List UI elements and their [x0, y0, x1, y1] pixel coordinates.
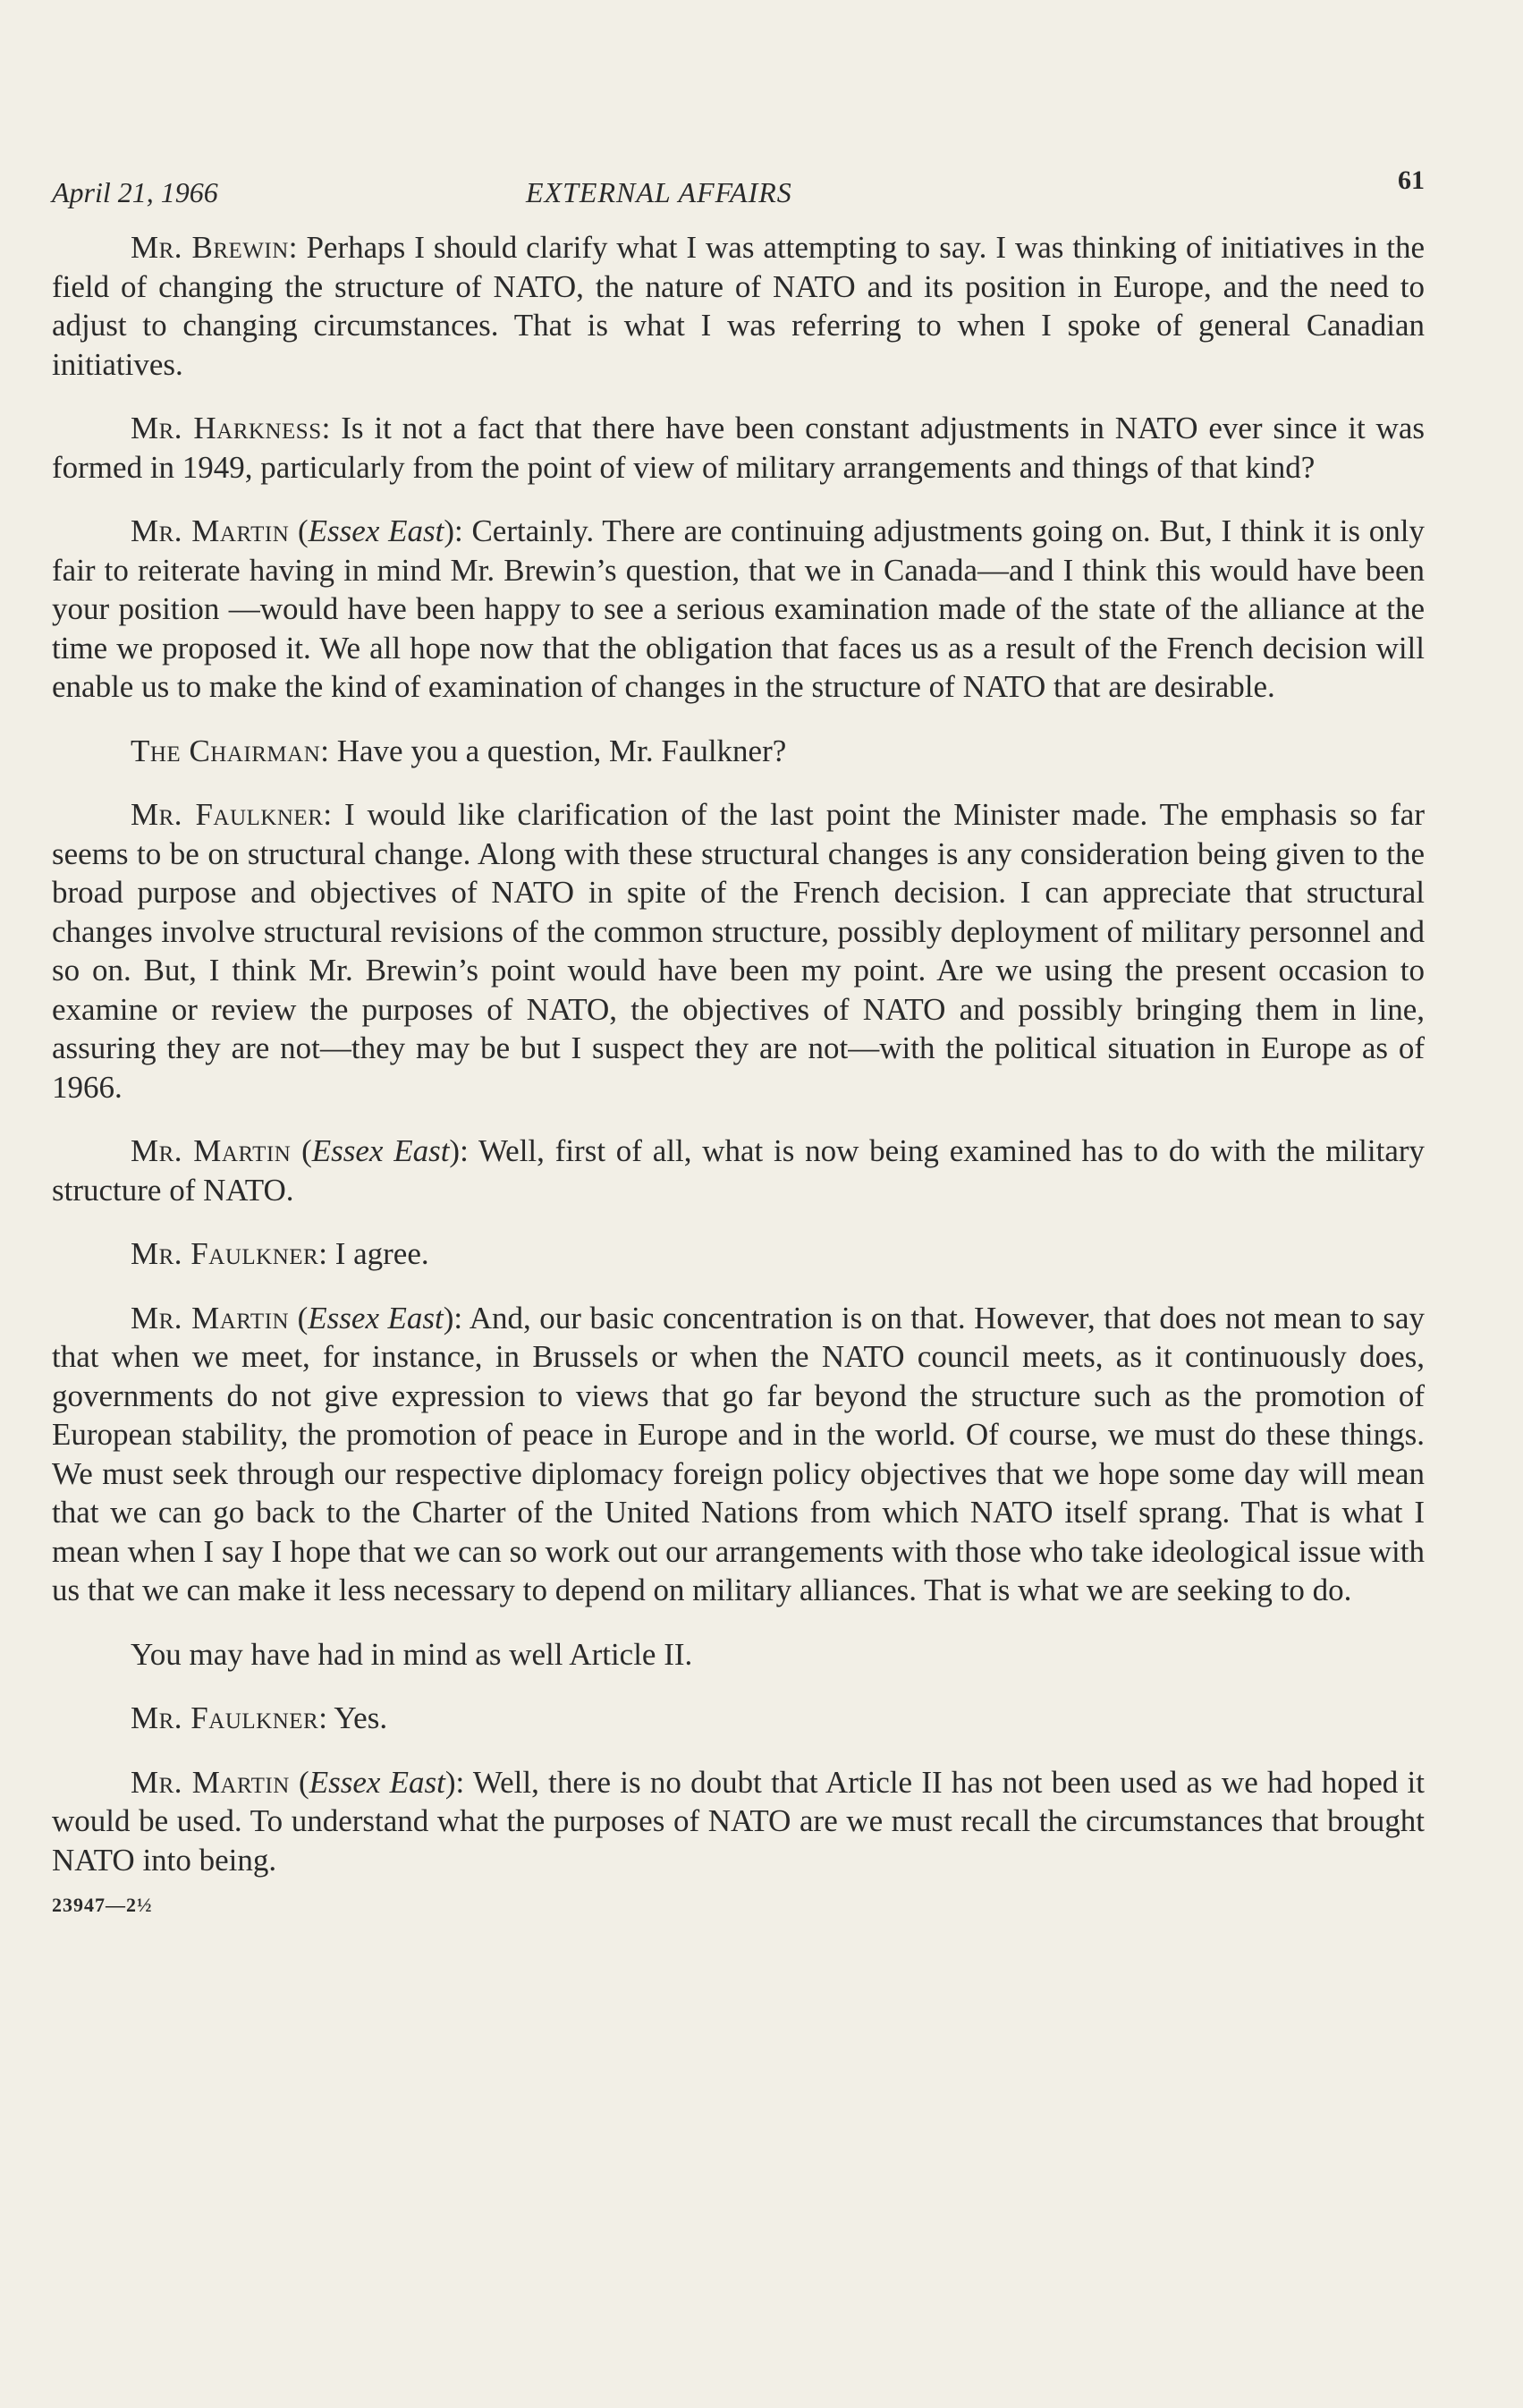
paragraph-text: I would like clarification of the last point the Minister made. The emphasis so far seems to be on structural change. Along with these structural changes is any consideration being given to the broad purpose and objectives of NATO in spite of the French decision. I can appreciate that structural changes involve structural revisions of the common structure, possibly deployment of military personnel and so on. But, I think Mr. Brewin’s point would have been my point. Are we using the present occasion to examine or review the purposes of NATO, the objectives of NATO and possibly bringing them in line, assuring they are not—they may be but I suspect they are not—with the political situation in Europe as of 1966.: [52, 797, 1425, 1105]
body-text: [52, 228, 1425, 1879]
paragraph: Mr. Martin (Essex East): And, our basic concentration is on that. However, that does not mean to say that when we meet, for instance, in Brussels or when the NATO council meets, as it continuously does, governments do not give expression to views that go far beyond the structure such as the promotion of European stability, the promotion of peace in Europe and in the world. Of course, we must do these things. We must seek through our respective diplomacy foreign policy objectives that we hope some day will mean that we can go back to the Charter of the United Nations from which NATO itself sprang. That is what I mean when I say I hope that we can so work out our arrangements with those who take ideological issue with us that we can make it less necessary to depend on military alliances. That is what we are seeking to do.: [52, 1300, 1426, 1607]
speaker-name: Mr. Harkness: [131, 411, 322, 445]
paragraph-text: I agree.: [334, 1236, 429, 1271]
paragraph-text: Well, first of all, what is now being examined has to do with the military structure of NATO.: [52, 1133, 1426, 1208]
paragraph: Mr. Faulkner: I would like clarification of the last point the Minister made. The emphasis so far seems to be on structural change. Along with these structural changes is any consideration being given to the broad purpose and objectives of NATO in spite of the French decision. I can appreciate that structural changes involve structural revisions of the common structure, possibly deployment of military personnel and so on. But, I think Mr. Brewin’s point would have been my point. Are we using the present occasion to examine or review the purposes of NATO, the objectives of NATO and possibly bringing them in line, assuring they are not—they may be but I suspect they are not—with the political situation in Europe as of 1966.: [52, 797, 1425, 1105]
paragraph: The Chairman: Have you a question, Mr. Faulkner?: [131, 733, 787, 768]
paragraph-text: Is it not a fact that there have been constant adjustments in NATO ever since it was formed in 1949, particularly from the point of view of military arrangements and things of that kind?: [52, 411, 1425, 485]
paragraph: Mr. Faulkner: I agree.: [131, 1236, 429, 1271]
paragraph-text: Perhaps I should clarify what I was attempting to say. I was thinking of initiatives in the field of changing the structure of NATO, the nature of NATO and its position in Europe, and the need to adjust to changing circumstances. That is what I was referring to when I spoke of general Canadian initiatives.: [52, 230, 1425, 382]
speaker-name: The Chairman: [131, 733, 321, 768]
header-title: EXTERNAL AFFAIRS: [526, 176, 792, 208]
speaker-name: Mr. Faulkner: [131, 1700, 319, 1735]
speaker-name: Mr. Martin: [131, 1133, 292, 1168]
riding-name: Essex East: [308, 513, 444, 548]
speaker-name: Mr. Martin: [131, 1764, 290, 1800]
speaker-name: Mr. Martin: [131, 513, 290, 548]
speaker-name: Mr. Faulkner: [131, 797, 324, 832]
riding-name: Essex East: [311, 1133, 450, 1168]
printer-signature: 23947—2½: [52, 1894, 153, 1916]
riding-name: Essex East: [309, 1764, 445, 1800]
paragraph-text: Certainly. There are continuing adjustments going on. But, I think it is only fair to reiterate having in mind Mr. Brewin’s question, that we in Canada—and I think this would have been your position —would have been happy to see a serious examination made of the state of the alliance at the time we proposed it. We all hope now that the obligation that faces us as a result of the French decision will enable us to make the kind of examination of changes in the structure of NATO that are desirable.: [52, 513, 1425, 704]
paragraph: Mr. Faulkner: Yes.: [131, 1700, 388, 1735]
running-head: [52, 165, 1425, 219]
paragraph-text: Well, there is no doubt that Article II has not been used as we had hoped it would be used. To understand what the purposes of NATO are we must recall the circumstances that brought NATO into being.: [52, 1764, 1425, 1878]
paragraph-text: You may have had in mind as well Article II.: [131, 1636, 693, 1672]
paragraph: Mr. Brewin: Perhaps I should clarify what I was attempting to say. I was thinking of initiatives in the field of changing the structure of NATO, the nature of NATO and its position in Europe, and the need to adjust to changing circumstances. That is what I was referring to when I spoke of general Canadian initiatives.: [52, 230, 1425, 382]
paragraph-text: Yes.: [334, 1700, 388, 1735]
paragraph-text: And, our basic concentration is on that. However, that does not mean to say that when we meet, for instance, in Brussels or when the NATO council meets, as it continuously does, governments do not give expression to views that go far beyond the structure such as the promotion of European stability, the promotion of peace in Europe and in the world. Of course, we must do these things. We must seek through our respective diplomacy foreign policy objectives that we hope some day will mean that we can go back to the Charter of the United Nations from which NATO itself sprang. That is what I mean when I say I hope that we can so work out our arrangements with those who take ideological issue with us that we can make it less necessary to depend on military alliances. That is what we are seeking to do.: [52, 1300, 1426, 1607]
header-date: April 21, 1966: [52, 176, 218, 208]
speaker-name: Mr. Brewin: [131, 230, 289, 265]
speaker-name: Mr. Faulkner: [131, 1236, 319, 1271]
paragraph: Mr. Martin (Essex East): Well, first of all, what is now being examined has to do with the military structure of NATO.: [52, 1133, 1426, 1208]
riding-name: Essex East: [308, 1300, 444, 1335]
paragraph: [52, 1635, 1425, 1675]
paragraph: Mr. Martin (Essex East): Certainly. There are continuing adjustments going on. But, I think it is only fair to reiterate having in mind Mr. Brewin’s question, that we in Canada—and I think this would have been your position —would have been happy to see a serious examination made of the state of the alliance at the time we proposed it. We all hope now that the obligation that faces us as a result of the French decision will enable us to make the kind of examination of changes in the structure of NATO that are desirable.: [52, 513, 1425, 704]
paragraph: Mr. Harkness: Is it not a fact that there have been constant adjustments in NATO ever since it was formed in 1949, particularly from the point of view of military arrangements and things of that kind?: [52, 411, 1425, 485]
page-number: 61: [1398, 165, 1425, 195]
speaker-name: Mr. Martin: [131, 1300, 290, 1335]
paragraph: Mr. Martin (Essex East): Well, there is no doubt that Article II has not been used as we had hoped it would be used. To understand what the purposes of NATO are we must recall the circumstances that brought NATO into being.: [52, 1764, 1425, 1878]
paragraph-text: Have you a question, Mr. Faulkner?: [336, 733, 787, 768]
